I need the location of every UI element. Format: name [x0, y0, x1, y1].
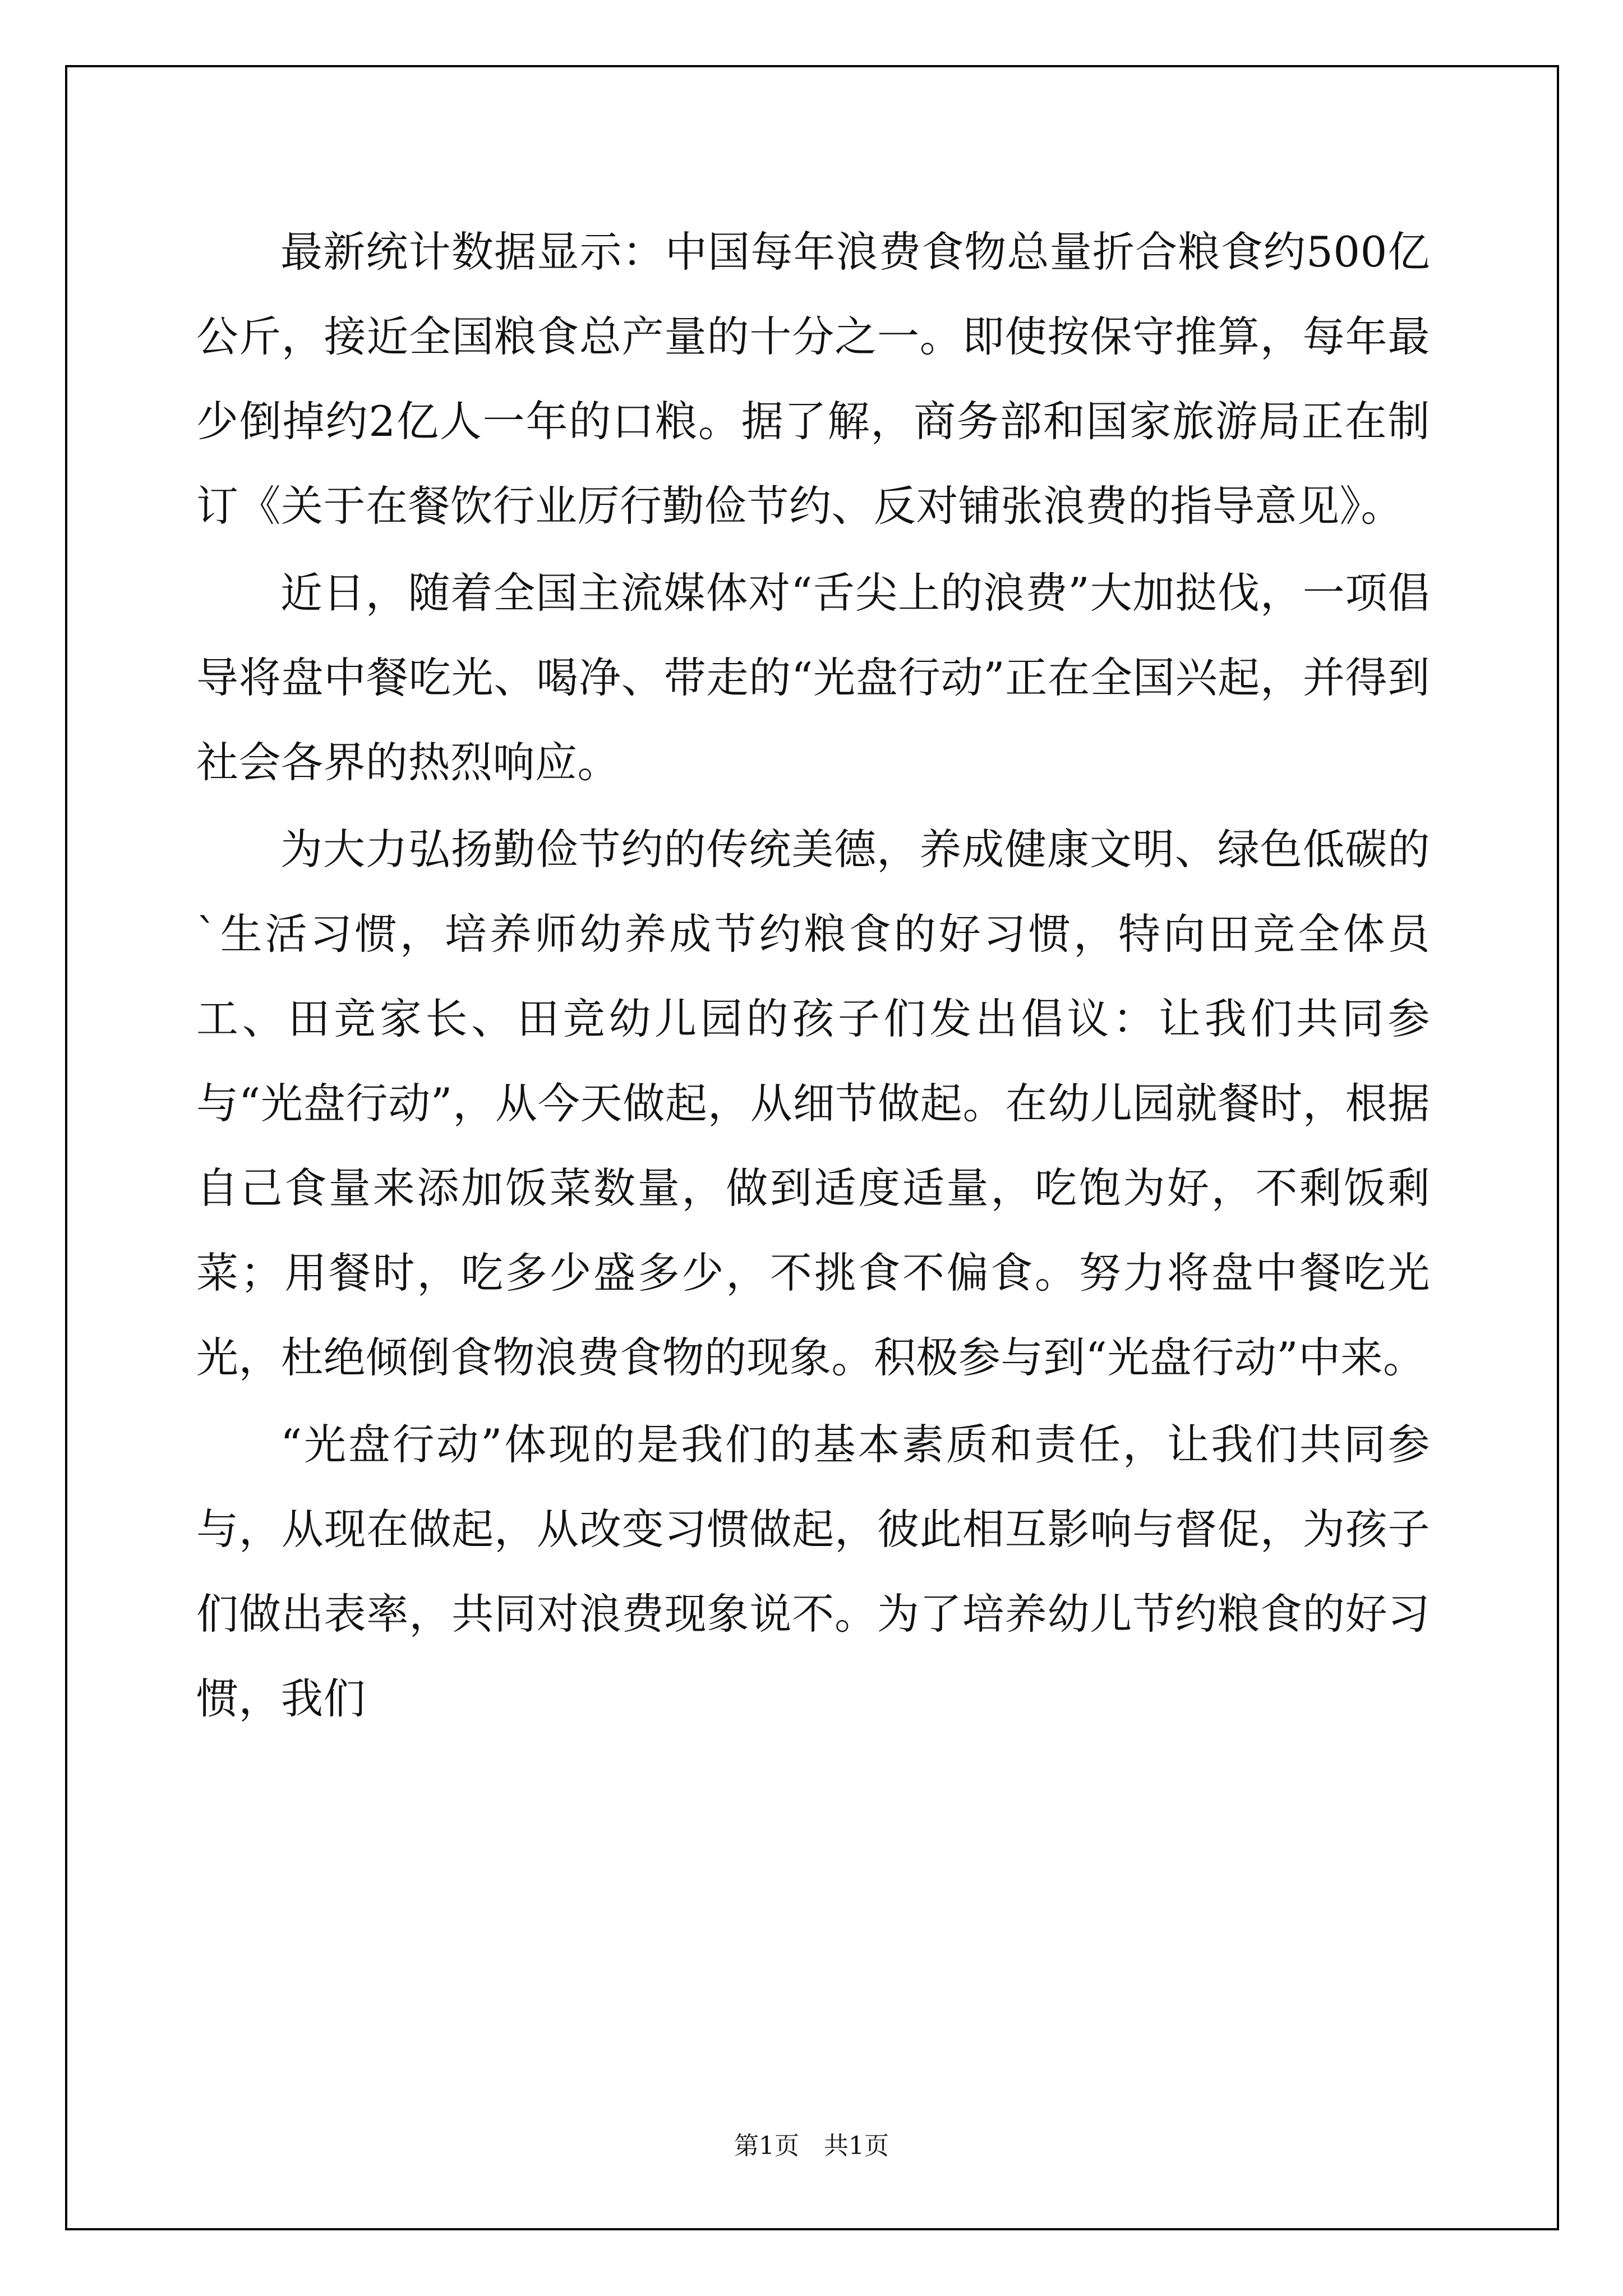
page-number-footer: 第1页 共1页	[734, 2132, 889, 2160]
paragraph-1: 最新统计数据显示：中国每年浪费食物总量折合粮食约500亿公斤，接近全国粮食总产量的十分之一。即使按保守推算，每年最少倒掉约2亿人一年的口粮。据了解，商务部和国家旅游局正在制订《关于在餐饮行业厉行勤俭节约、反对铺张浪费的指导意见》。	[196, 227, 1430, 531]
paragraph-2: 近日，随着全国主流媒体对“舌尖上的浪费”大加挞伐，一项倡导将盘中餐吃光、喝净、带走的“光盘行动”正在全国兴起，并得到社会各界的热烈响应。	[196, 568, 1430, 787]
document-body	[196, 208, 1430, 1741]
paragraph-3: 为大力弘扬勤俭节约的传统美德，养成健康文明、绿色低碳的`生活习惯，培养师幼养成节约粮食的好习惯，特向田竞全体员工、田竞家长、田竞幼儿园的孩子们发出倡议：让我们共同参与“光盘行动”，从今天做起，从细节做起。在幼儿园就餐时，根据自己食量来添加饭菜数量，做到适度适量，吃饱为好，不剩饭剩菜；用餐时，吃多少盛多少，不挑食不偏食。努力将盘中餐吃光光，杜绝倾倒食物浪费食物的现象。积极参与到“光盘行动”中来。	[196, 825, 1430, 1382]
paragraph-4: “光盘行动”体现的是我们的基本素质和责任，让我们共同参与，从现在做起，从改变习惯做起，彼此相互影响与督促，为孩子们做出表率，共同对浪费现象说不。为了培养幼儿节约粮食的好习惯，我们	[196, 1420, 1430, 1723]
